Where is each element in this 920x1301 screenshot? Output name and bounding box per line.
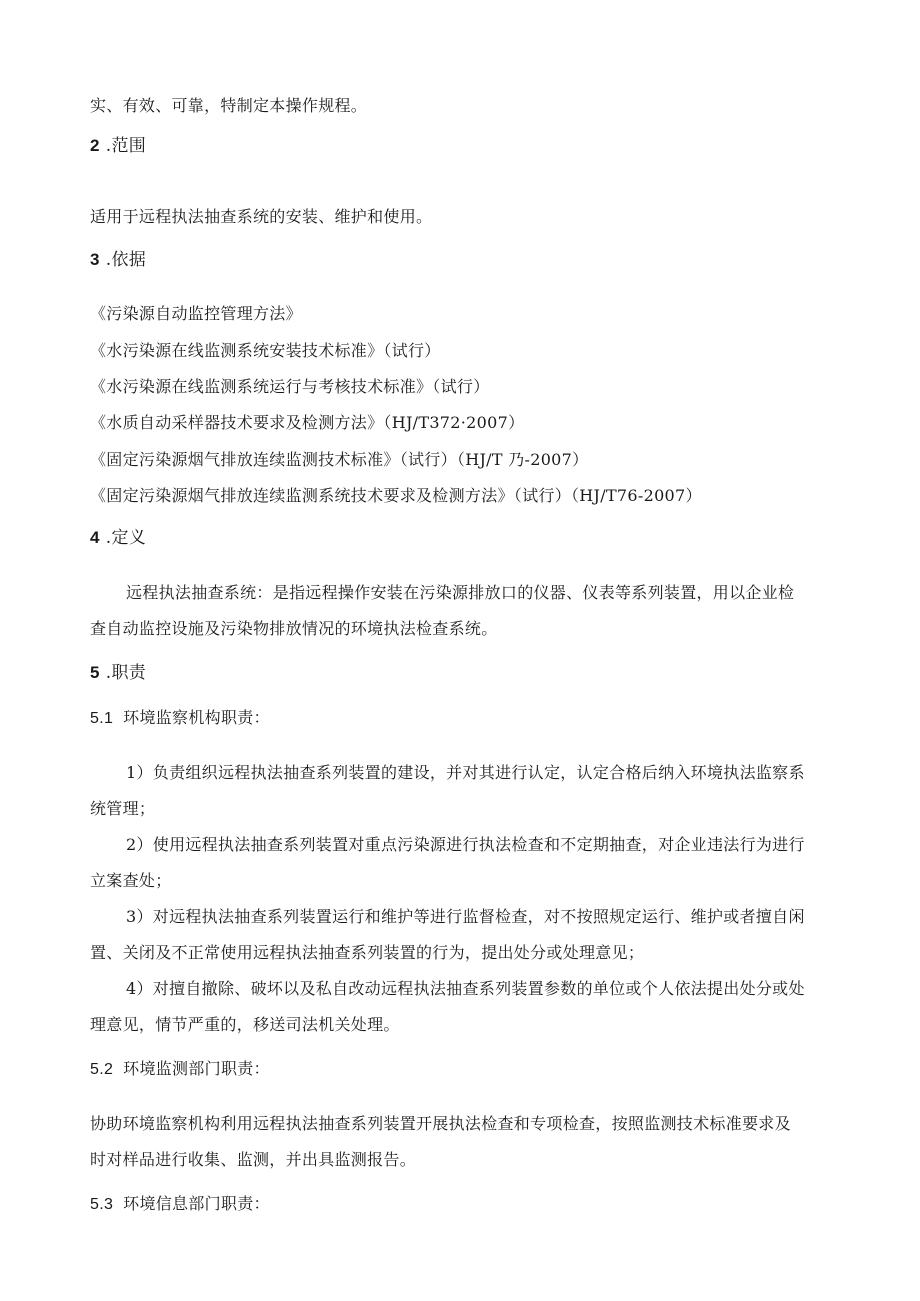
duty-item-line: 置、关闭及不正常使用远程执法抽查系列装置的行为，提出处分或处理意见； <box>90 943 645 962</box>
subsection-number: 5.2 <box>90 1061 114 1078</box>
duty-item-line: 1）负责组织远程执法抽查系列装置的建设，并对其进行认定，认定合格后纳入环境执法监察系 <box>126 763 805 782</box>
duty-item-line: 统管理； <box>90 799 156 818</box>
section-heading-basis <box>90 250 830 270</box>
intro-tail-text: 实、有效、可靠，特制定本操作规程。 <box>90 96 368 115</box>
definition-body-line: 查自动监控设施及污染物排放情况的环境执法检查系统。 <box>90 619 498 638</box>
duty-item-line: 立案查处； <box>90 871 172 890</box>
section-title: .依据 <box>105 250 147 270</box>
section-title: .定义 <box>105 528 147 548</box>
section-title: .职责 <box>105 663 147 683</box>
subsection-title: 环境信息部门职责： <box>123 1194 270 1213</box>
section-heading-definition <box>90 528 830 548</box>
duty-item-line: 4）对擅自撤除、破坏以及私自改动远程执法抽查系列装置参数的单位或个人依法提出处分或处 <box>126 979 805 998</box>
definition-body-line: 远程执法抽查系统：是指远程操作安装在污染源排放口的仪器、仪表等系列装置，用以企业检 <box>126 583 795 602</box>
section-heading-scope <box>90 136 830 156</box>
reference-item: 《固定污染源烟气排放连续监测系统技术要求及检测方法》（试行）（HJ/T76-2007） <box>90 486 702 505</box>
section-number: 2 <box>90 136 100 155</box>
reference-item: 《污染源自动监控管理方法》 <box>90 304 302 323</box>
section-number: 3 <box>90 250 100 269</box>
duty-item-line: 2）使用远程执法抽查系列装置对重点污染源进行执法检查和不定期抽查，对企业违法行为进行 <box>126 835 805 854</box>
reference-item: 《水污染源在线监测系统运行与考核技术标准》（试行） <box>90 377 490 396</box>
subsection-title: 环境监测部门职责： <box>123 1059 270 1078</box>
reference-item: 《固定污染源烟气排放连续监测技术标准》（试行）（HJ/T 乃-2007） <box>90 450 589 469</box>
subsection-number: 5.3 <box>90 1196 114 1213</box>
subsection-heading-5-2 <box>90 1059 830 1080</box>
reference-item: 《水污染源在线监测系统安装技术标准》（试行） <box>90 341 441 360</box>
subsection-number: 5.1 <box>90 710 114 727</box>
subsection-title: 环境监察机构职责： <box>123 708 270 727</box>
scope-body: 适用于远程执法抽查系统的安装、维护和使用。 <box>90 207 433 226</box>
section-title: .范围 <box>105 136 147 156</box>
duty-item-line: 理意见，情节严重的，移送司法机关处理。 <box>90 1015 400 1034</box>
reference-item: 《水质自动采样器技术要求及检测方法》（HJ/T372·2007） <box>90 413 525 432</box>
monitoring-duty-line: 协助环境监察机构利用远程执法抽查系列装置开展执法检查和专项检查，按照监测技术标准要求及 <box>90 1114 791 1133</box>
subsection-heading-5-1 <box>90 708 830 729</box>
duty-item-line: 3）对远程执法抽查系列装置运行和维护等进行监督检查，对不按照规定运行、维护或者擅自闲 <box>126 907 805 926</box>
section-number: 4 <box>90 528 100 547</box>
monitoring-duty-line: 时对样品进行收集、监测，并出具监测报告。 <box>90 1150 417 1169</box>
section-heading-duties <box>90 663 830 683</box>
subsection-heading-5-3 <box>90 1194 830 1215</box>
section-number: 5 <box>90 663 100 682</box>
